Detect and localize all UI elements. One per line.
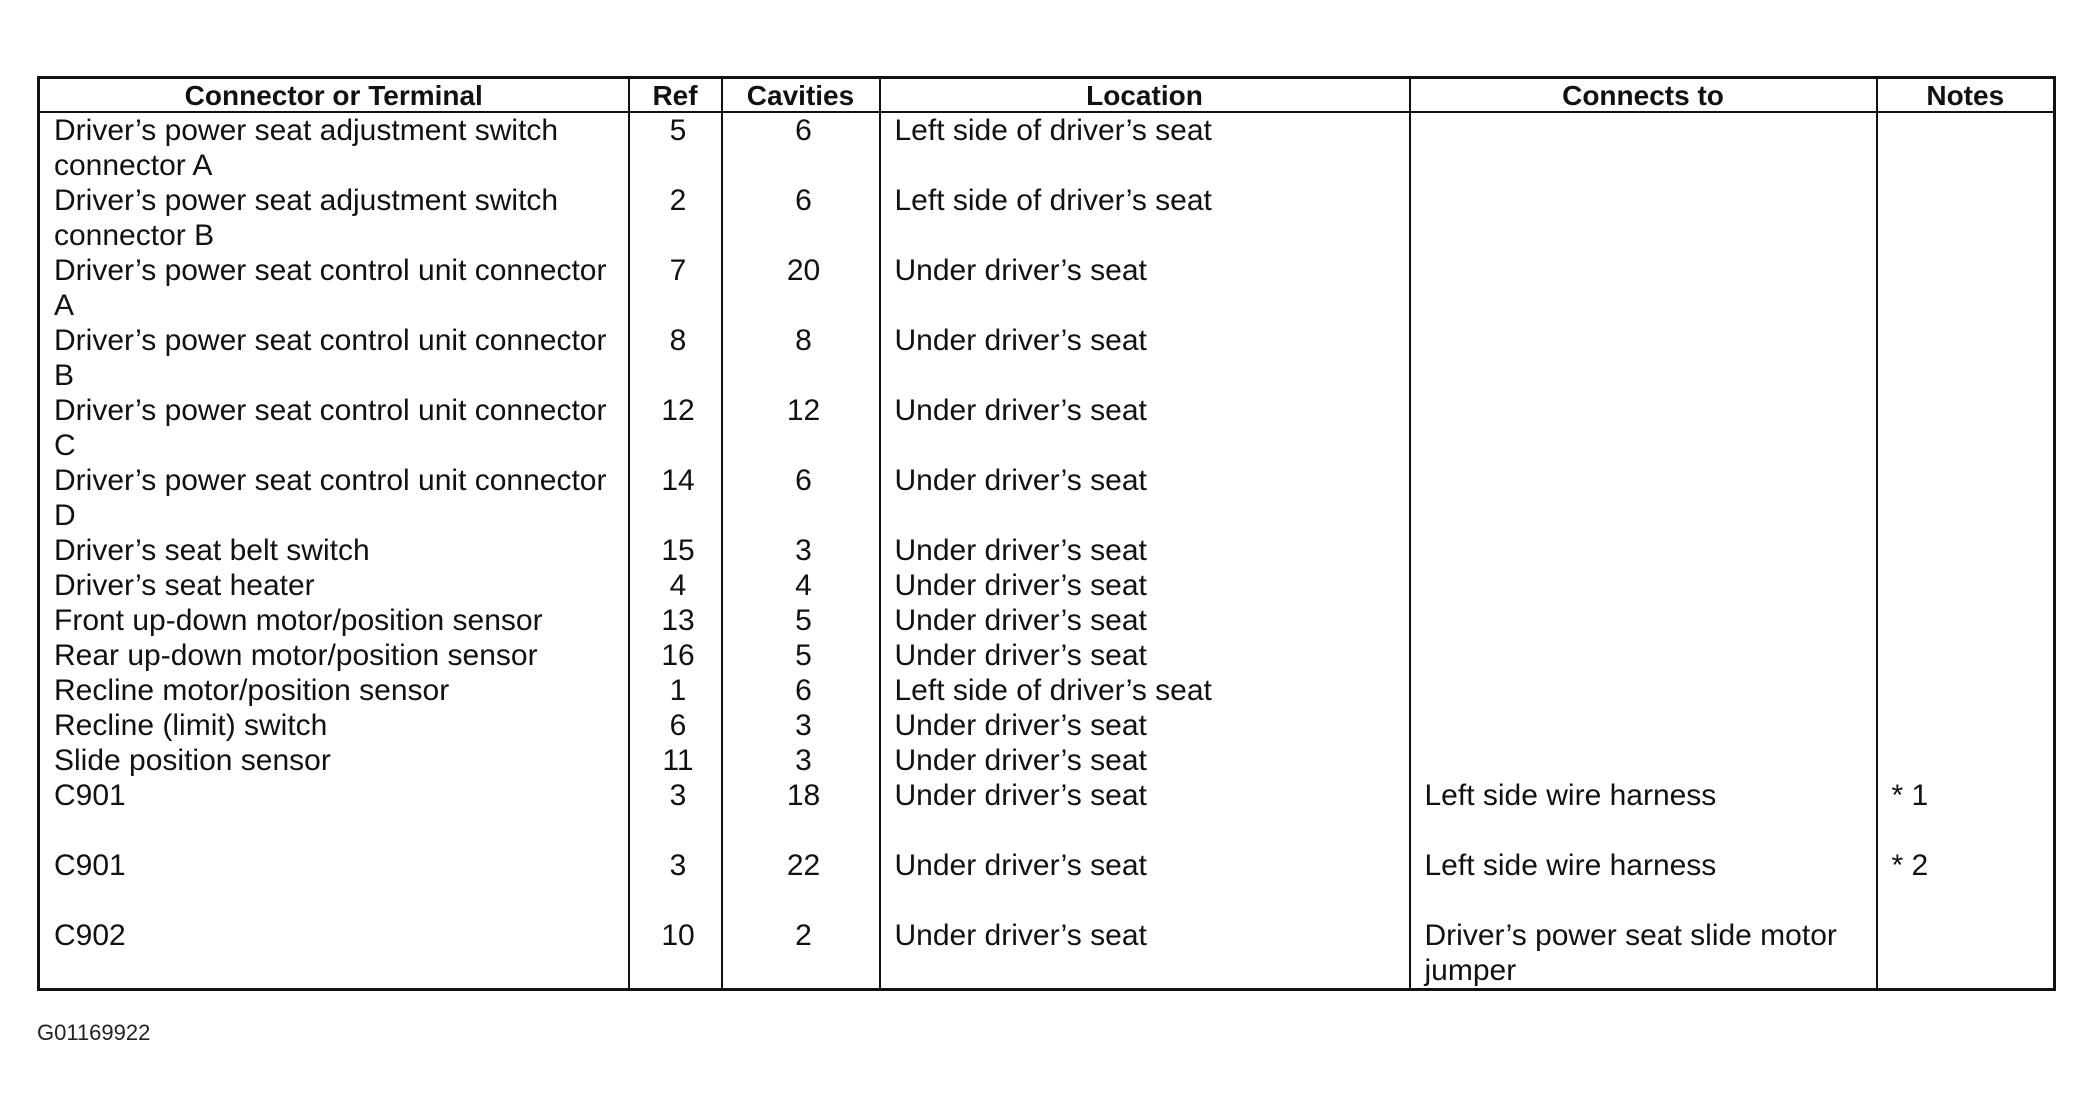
cell-ref: 5 [629, 112, 722, 183]
connector-table-wrapper [37, 76, 2053, 991]
cell-notes [1877, 112, 2055, 183]
cell-connects-to [1410, 183, 1877, 253]
cell-location: Under driver’s seat [880, 393, 1410, 463]
cell-cavities: 5 [722, 603, 880, 638]
table-row [39, 253, 2055, 323]
cell-connects-to [1410, 112, 1877, 183]
cell-cavities: 3 [722, 708, 880, 743]
table-row [39, 918, 2055, 990]
cell-location: Under driver’s seat [880, 708, 1410, 743]
cell-ref: 3 [629, 778, 722, 848]
table-row [39, 112, 2055, 183]
cell-connects-to [1410, 253, 1877, 323]
document-code: G01169922 [37, 1020, 151, 1045]
cell-ref: 15 [629, 533, 722, 568]
cell-location: Under driver’s seat [880, 463, 1410, 533]
cell-connector: Recline (limit) switch [54, 709, 328, 742]
cell-location: Under driver’s seat [880, 743, 1410, 778]
connector-table [37, 76, 2056, 991]
table-row [39, 533, 2055, 568]
cell-notes [1877, 568, 2055, 603]
table-header-row [39, 78, 2055, 113]
header-connector: Connector or Terminal [39, 78, 629, 113]
cell-notes: * 1 [1877, 778, 2055, 848]
cell-connects-to [1410, 463, 1877, 533]
cell-connects-to [1410, 708, 1877, 743]
cell-ref: 14 [629, 463, 722, 533]
cell-connects-to [1410, 533, 1877, 568]
cell-cavities: 20 [722, 253, 880, 323]
cell-ref: 8 [629, 323, 722, 393]
cell-connector: Driver’s power seat adjustment switch connector A [54, 114, 559, 182]
cell-location: Under driver’s seat [880, 778, 1410, 848]
table-row [39, 673, 2055, 708]
cell-notes [1877, 463, 2055, 533]
table-row [39, 393, 2055, 463]
table-row [39, 463, 2055, 533]
cell-connector: C901 [54, 849, 126, 882]
cell-connects-to [1410, 638, 1877, 673]
cell-cavities: 2 [722, 918, 880, 990]
header-connects-to: Connects to [1410, 78, 1877, 113]
cell-cavities: 5 [722, 638, 880, 673]
cell-cavities: 3 [722, 533, 880, 568]
cell-connects-to: Left side wire harness [1410, 848, 1877, 918]
cell-notes [1877, 743, 2055, 778]
cell-connector: Front up-down motor/position sensor [54, 604, 543, 637]
cell-cavities: 3 [722, 743, 880, 778]
cell-connector: Rear up-down motor/position sensor [54, 639, 538, 672]
cell-connector: Driver’s power seat control unit connector D [54, 464, 607, 532]
cell-cavities: 6 [722, 673, 880, 708]
cell-cavities: 6 [722, 112, 880, 183]
cell-notes [1877, 393, 2055, 463]
table-row [39, 603, 2055, 638]
cell-connector: Driver’s seat belt switch [54, 534, 370, 567]
cell-notes [1877, 183, 2055, 253]
cell-connector: Driver’s power seat control unit connector A [54, 254, 607, 322]
cell-connects-to [1410, 393, 1877, 463]
table-row [39, 568, 2055, 603]
cell-connects-to [1410, 603, 1877, 638]
table-row [39, 848, 2055, 918]
cell-notes [1877, 708, 2055, 743]
cell-ref: 6 [629, 708, 722, 743]
cell-ref: 3 [629, 848, 722, 918]
cell-location: Left side of driver’s seat [880, 183, 1410, 253]
cell-location: Under driver’s seat [880, 533, 1410, 568]
cell-cavities: 18 [722, 778, 880, 848]
cell-connector: Driver’s power seat adjustment switch connector B [54, 184, 559, 252]
cell-location: Under driver’s seat [880, 603, 1410, 638]
cell-location: Under driver’s seat [880, 253, 1410, 323]
cell-connector: Driver’s power seat control unit connector B [54, 324, 607, 392]
cell-cavities: 12 [722, 393, 880, 463]
table-row [39, 708, 2055, 743]
cell-connector: Recline motor/position sensor [54, 674, 450, 707]
table-row [39, 183, 2055, 253]
cell-connects-to: Left side wire harness [1410, 778, 1877, 848]
table-row [39, 743, 2055, 778]
cell-ref: 16 [629, 638, 722, 673]
cell-ref: 4 [629, 568, 722, 603]
cell-ref: 2 [629, 183, 722, 253]
table-row [39, 778, 2055, 848]
cell-ref: 7 [629, 253, 722, 323]
cell-connector: C902 [54, 919, 126, 952]
cell-location: Under driver’s seat [880, 638, 1410, 673]
header-location: Location [880, 78, 1410, 113]
table-row [39, 638, 2055, 673]
cell-connector: C901 [54, 779, 126, 812]
cell-cavities: 6 [722, 183, 880, 253]
cell-ref: 12 [629, 393, 722, 463]
cell-cavities: 8 [722, 323, 880, 393]
cell-connects-to [1410, 673, 1877, 708]
cell-ref: 11 [629, 743, 722, 778]
cell-notes [1877, 253, 2055, 323]
cell-cavities: 4 [722, 568, 880, 603]
cell-location: Under driver’s seat [880, 918, 1410, 990]
cell-ref: 13 [629, 603, 722, 638]
cell-connector: Driver’s seat heater [54, 569, 315, 602]
header-cavities: Cavities [722, 78, 880, 113]
cell-cavities: 6 [722, 463, 880, 533]
cell-ref: 10 [629, 918, 722, 990]
cell-connects-to [1410, 568, 1877, 603]
cell-notes [1877, 533, 2055, 568]
cell-notes [1877, 638, 2055, 673]
cell-location: Under driver’s seat [880, 568, 1410, 603]
cell-location: Under driver’s seat [880, 323, 1410, 393]
cell-notes [1877, 673, 2055, 708]
header-notes: Notes [1877, 78, 2055, 113]
cell-notes [1877, 603, 2055, 638]
cell-connector: Driver’s power seat control unit connector C [54, 394, 607, 462]
table-row [39, 323, 2055, 393]
cell-ref: 1 [629, 673, 722, 708]
cell-notes [1877, 918, 2055, 990]
cell-notes: * 2 [1877, 848, 2055, 918]
header-ref: Ref [629, 78, 722, 113]
cell-connector: Slide position sensor [54, 744, 331, 777]
cell-location: Under driver’s seat [880, 848, 1410, 918]
cell-connects-to [1410, 323, 1877, 393]
cell-notes [1877, 323, 2055, 393]
cell-location: Left side of driver’s seat [880, 112, 1410, 183]
cell-connects-to [1410, 743, 1877, 778]
cell-location: Left side of driver’s seat [880, 673, 1410, 708]
cell-connects-to: Driver’s power seat slide motor jumper [1410, 918, 1877, 990]
cell-cavities: 22 [722, 848, 880, 918]
